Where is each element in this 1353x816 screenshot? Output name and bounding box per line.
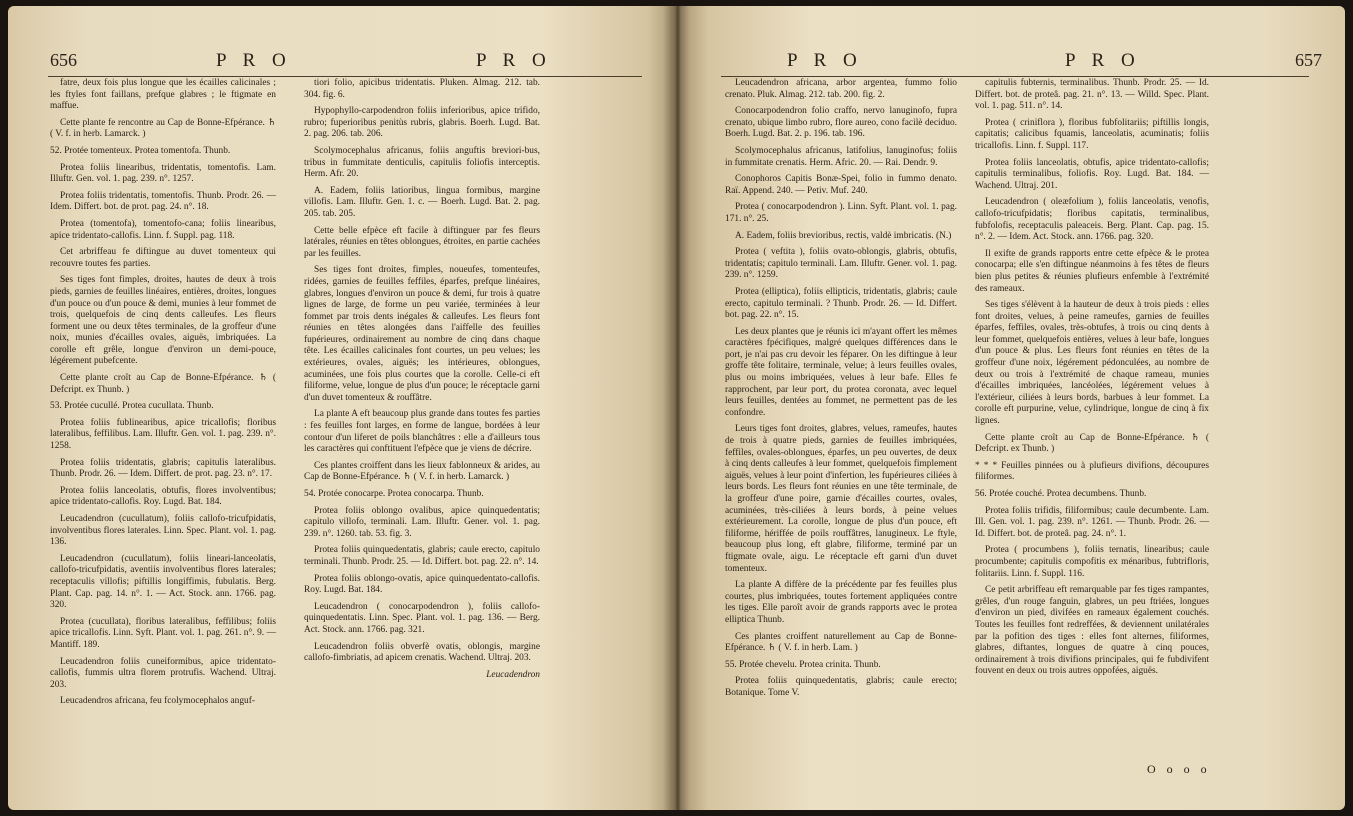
- paragraph: fatre, deux fois plus longue que les écailles calicinales ; les ftyles font faillans, prefque glabres ; le ftigmate en maffue.: [50, 78, 276, 112]
- paragraph: 56. Protée couché. Protea decumbens. Thunb.: [975, 489, 1147, 499]
- paragraph: Les deux plantes que je réunis ici m'ayant offert les mêmes caractères fpécifiques, malgré quelques différences dans le port, je n'ai pas cru devoir les féparer. On les diftingue à leur groffe tête folitaire, terminale, velue; à leurs feuilles ovales, plus ou moins imbriquées, velues à leur bafe. Elles fe rapprochent, par leur port, du protea coronata, avec lequel leurs feuilles, dentées au fommet, ne permettent pas de les confondre.: [725, 326, 957, 418]
- paragraph: Ses tiges s'élèvent à la hauteur de deux à trois pieds : elles font droites, velues, à peine rameufes, garnies de feuilles éparfes, feffiles, ovales, très-obtufes, à trois ou cinq dents à leur fommet, quelquefois entières, velues à leur bafe, longues d'un pouce & plus. Les fleurs font réunies en têtes de la groffeur d'une noix, légérement pédonculées, au nombre de deux ou trois à l'extrémité de chaque rameau, munies d'écailles imbriquées, lancéolées, légérement velues à l'extérieur, ciliées à leurs bords, barbues à leur fommet. La corolle eft purpurine, velue, cylindrique, longue de cinq à fix lignes.: [975, 300, 1209, 427]
- paragraph: Ces plantes croiffent naturellement au Cap de Bonne-Efpérance. ♄ ( V. f. in herb. Lam. ): [725, 631, 957, 654]
- paragraph: Protea (cucullata), floribus lateralibus, feffilibus; foliis apice tricallofis. Linn. Syft. Plant. vol. 1. pag. 261. n°. 9. — Mantiff. 189.: [50, 616, 276, 650]
- paragraph: Cette plante croît au Cap de Bonne-Efpérance. ♄ ( Defcript. ex Thunb. ): [50, 373, 276, 395]
- signature-mark: O o o o: [1147, 762, 1211, 776]
- paragraph: Protea foliis oblongo-ovatis, apice quinquedentato-callofis. Roy. Lugd. Bat. 184.: [304, 573, 540, 596]
- paragraph: A. Eadem, foliis brevioribus, rectis, valdè imbricatis. (N.): [735, 230, 952, 241]
- paragraph: Protea ( veftita ), foliis ovato-oblongis, glabris, obtufis, tridentatis; capitulo terminali. Lam. Illuftr. Gener. vol. 1. pag. 239. n°. 1259.: [725, 247, 957, 281]
- text-column-right: [975, 78, 1209, 683]
- paragraph: Ce petit arbriffeau eft remarquable par fes tiges rampantes, grêles, d'un rouge fanguin, glabres, un peu ftriées, longues d'environ un pied, divifées en rameaux également couchés. Toutes les feuilles font redreffées, & deviennent unilatérales par la pofition des tiges : elles font alternes, filiformes, glabres, diftantes, longues de quatre à cinq pouces, ordinairement à trois divifions principales, qui fe fubdivifent fouvent en deux ou trois autres oppofées, aiguës.: [975, 585, 1209, 677]
- left-page: [8, 6, 676, 810]
- paragraph: Protea foliis linearibus, tridentatis, tomentofis. Lam. Illuftr. Gen. vol. 1. pag. 239. n°. 1257.: [50, 162, 276, 185]
- page-number: 656: [50, 50, 77, 70]
- header-rule: [721, 76, 1309, 77]
- paragraph: Cette plante fe rencontre au Cap de Bonne-Efpérance. ♄ ( V. f. in herb. Lamarck. ): [50, 117, 276, 140]
- paragraph: A. Eadem, foliis latioribus, lingua formibus, margine villofis. Lam. Illuftr. Gen. 1. c. — Boerh. Lugd. Bat. 2. pag. 205. tab. 205.: [304, 185, 540, 219]
- text-column-left: [725, 78, 957, 705]
- paragraph: * * * Feuilles pinnées ou à plufieurs divifions, découpures filiformes.: [975, 460, 1209, 483]
- paragraph: Leucadendron ( oleæfolium ), foliis lanceolatis, venofis, callofo-tricufpidatis; floribus capitatis, terminalibus, fubfolofis, receptaculis paleaceis. Berg. Plant. Cap. pag. 15. n°. 2. — Idem. Act. Stock. ann. 1766. pag. 320.: [975, 197, 1209, 243]
- paragraph: 54. Protée conocarpe. Protea conocarpa. Thunb.: [304, 489, 484, 499]
- paragraph: Protea foliis lanceolatis, obtufis, apice tridentato-callofis; capitulis terminalibus, foliofis. Roy. Lugd. Bat. 184. — Wachend. Ultraj. 201.: [975, 157, 1209, 191]
- right-page: [677, 6, 1345, 810]
- paragraph: Hypophyllo-carpodendron foliis inferioribus, apice trifido, rubro; fuperioribus penitùs rubris, glabris. Boerh. Lugd. Bat. 2. pag. 206. tab. 206.: [304, 106, 540, 140]
- paragraph: Conocarpodendron folio craffo, nervo lanuginofo, fupra crenato, ubique limbo rubro, flore aureo, cono facilè deciduo. Boerh. Lugd. Bat. 2. p. 196. tab. 196.: [725, 106, 957, 140]
- paragraph: Leucadendron africana, arbor argentea, fummo folio crenato. Pluk. Almag. 212. tab. 200. fig. 2.: [725, 78, 957, 100]
- paragraph: 55. Protée chevelu. Protea crinita. Thunb.: [725, 659, 881, 670]
- paragraph: Protea foliis tridentatis, tomentofis. Thunb. Prodr. 26. — Idem. Differt. bot. de prot. pag. 24. n°. 18.: [50, 190, 276, 213]
- paragraph: Scolymocephalus africanus, latifolius, lanuginofus; foliis in fummitate crenatis. Herm. Afric. 20. — Rai. Dendr. 9.: [725, 145, 957, 168]
- book-spread: [8, 6, 1345, 810]
- paragraph: Scolymocephalus africanus, foliis anguftis breviori-bus, tribus in fummitate denticulis, capitulis foliofis interceptis. Herm. Afr. 20.: [304, 145, 540, 180]
- paragraph: Protea ( conocarpodendron ). Linn. Syft. Plant. vol. 1. pag. 171. n°. 25.: [725, 202, 957, 224]
- paragraph: Leucadendron foliis cuneiformibus, apice tridentato-callofis, fummis ultra florem protrufis. Wachend. Ultraj. 203.: [50, 656, 276, 690]
- paragraph: tiori folio, apicibus tridentatis. Pluken. Almag. 212. tab. 304. fig. 6.: [304, 78, 540, 100]
- paragraph: Leurs tiges font droites, glabres, velues, rameufes, hautes de trois à quatre pieds, garnies de feuilles imbriquées, feffiles, ovales-oblongues, éparfes, un peu ouvertes, de deux à cinq dents calleufes à leur fommet, quelquefois fimplement aiguës, velues à leur point d'infertion, les fupérieures ciliées à leurs bords. Les fleurs font réunies en une tête terminale, de la groffeur d'une poire, garnie d'écailles courtes, ovales, acuminées, très-ciliées à leurs bords, à peine velues extérieurement. La corolle, longue de plus d'un pouce, eft filiforme, hériffée de poils rouffâtres, lanugineux. Le ftyle, beaucoup plus long, eft glabre, filiforme, terminé par un ftigmate ovale, aigu. Le réceptacle eft garni d'un duvet tomenteux.: [725, 424, 957, 574]
- paragraph: La plante A eft beaucoup plus grande dans toutes fes parties : fes feuilles font larges, en forme de langue, bordées à leur contour d'un liferet de poils blanchâtres : elle a d'ailleurs tous les caractères qui conftituent l'efpèce que je viens de décrire.: [304, 409, 540, 455]
- paragraph: 52. Protée tomenteux. Protea tomentofa. Thunb.: [50, 145, 231, 156]
- running-head: P R O: [787, 50, 863, 71]
- paragraph: Conophoros Capitis Bonæ-Spei, folio in fummo denato. Raï. Append. 240. — Petiv. Muf. 240.: [725, 174, 957, 196]
- paragraph: Protea (elliptica), foliis ellipticis, tridentatis, glabris; caule erecto, capitulo terminali. ? Thunb. Prodr. 26. — Id. Differt. bot. pag. 22. n°. 15.: [725, 286, 957, 321]
- paragraph: Leucadendron ( conocarpodendron ), foliis callofo-quinquedentatis. Linn. Spec. Plant. vol. 1. pag. 136. — Berg. Act. Stock. ann. 1766. pag. 321.: [304, 601, 540, 635]
- paragraph: La plante A diffère de la précédente par fes feuilles plus courtes, plus imbriquées, toutes fortement appliquées contre les tiges. Elle paroît avoir de grands rapports avec le protea elliptica Thunb.: [725, 580, 957, 625]
- paragraph: Protea ( procumbens ), foliis ternatis, linearibus; caule procumbente; capitulis compofitis ex ménaribus, fubtrifloris, folitariis. Linn. f. Suppl. 116.: [975, 545, 1209, 579]
- paragraph: Il exifte de grands rapports entre cette efpèce & le protea conocarpa; elle s'en diftingue néanmoins à fes têtes de fleurs bien plus petites & réunies plufieurs enfemble à l'extrémité des rameaux.: [975, 248, 1209, 294]
- running-head: P R O: [216, 50, 292, 71]
- paragraph: Leucadendros africana, feu fcolymocephalos anguf-: [60, 696, 255, 707]
- paragraph: Cette plante croît au Cap de Bonne-Efpérance. ♄ ( Defcript. ex Thunb. ): [975, 432, 1209, 455]
- page-number: 657: [1295, 50, 1322, 70]
- paragraph: Ces plantes croiffent dans les lieux fablonneux & arides, au Cap de Bonne-Efpérance. ♄ ( V. f. in herb. Lamarck. ): [304, 460, 540, 483]
- paragraph: Protea ( criniflora ), floribus fubfolitariis; piftillis longis, capitatis; calicibus fquamis, lanceolatis, acuminatis; foliis tricallofis. Linn. f. Suppl. 117.: [975, 117, 1209, 151]
- text-column-right: [304, 78, 540, 686]
- paragraph: Ses tiges font fimples, droites, hautes de deux à trois pieds, garnies de feuilles linéaires, entières, droites, longues d'un pouce ou d'un pouce & demi, munies à leur fommet de trois, quelquefois de cinq dents calleufes. Les fleurs forment une ou deux têtes terminales, de la groffeur d'une noix, munies d'écailles ovales, aiguës, imbriquées. La corolle eft grêle, longue d'environ un demi-pouce, légérement pubefcente.: [50, 275, 276, 367]
- running-head: P R O: [1065, 50, 1141, 71]
- header-rule: [48, 76, 642, 77]
- paragraph: Protea foliis quinquedentatis, glabris; caule erecto, capitulo terminali. Thunb. Prodr. 25. — Id. Differt. bot. pag. 22. n°. 14.: [304, 545, 540, 567]
- paragraph: Leucadendron (cucullatum), foliis callofo-tricufpidatis, involventibus flores laterales. Linn. Spec. Plant. vol. 1. pag. 136.: [50, 514, 276, 548]
- paragraph: Protea foliis lanceolatis, obtufis, flores involventibus; apice tridentato-callofis. Roy. Lugd. Bat. 184.: [50, 485, 276, 508]
- running-head: P R O: [476, 50, 552, 71]
- paragraph: Protea foliis tridentatis, glabris; capitulis lateralibus. Thunb. Prodr. 26. — Idem. Differt. de prot. pag. 23. n°. 17.: [50, 457, 276, 480]
- paragraph: Protea foliis oblongo ovalibus, apice quinquedentatis; capitulo villofo, terminali. Lam. Illuftr. Gener. vol. 1. pag. 239. n°. 1260. tab. 53. fig. 3.: [304, 505, 540, 539]
- text-column-left: [50, 78, 276, 713]
- paragraph: Leucadendron (cucullatum), foliis lineari-lanceolatis, callofo-tricufpidatis, aventiis involventibus flores laterales; receptaculis villofis; piftillis longiffimis, fubulatis. Berg. Plant. Cap. pag. 14. n°. 1. — Act. Stock. ann. 1766. pag. 320.: [50, 553, 276, 611]
- paragraph: Protea (tomentofa), tomentofo-cana; foliis linearibus, apice tridentato-callofis. Linn. f. Suppl. pag. 118.: [50, 218, 276, 241]
- paragraph: Leucadendron foliis obverfè ovatis, oblongis, margine callofo-fimbriatis, ad apicem crenatis. Wachend. Ultraj. 203.: [304, 641, 540, 664]
- paragraph: capitulis fubternis, terminalibus. Thunb. Prodr. 25. — Id. Differt. bot. de proteâ. pag. 21. n°. 13. — Willd. Spec. Plant. vol. 1. pag. 511. n°. 14.: [975, 78, 1209, 112]
- paragraph: Leucadendron: [486, 669, 540, 680]
- paragraph: Protea foliis quinquedentatis, glabris; caule erecto; Botanique. Tome V.: [725, 676, 957, 698]
- paragraph: Protea foliis trifidis, filiformibus; caule decumbente. Lam. Ill. Gen. vol. 1. pag. 239. n°. 1261. — Thunb. Prodr. 26. — Id. Differt. bot. de proteâ. pag. 24. n°. 1.: [975, 505, 1209, 539]
- paragraph: Ses tiges font droites, fimples, noueufes, tomenteufes, ridées, garnies de feuilles feffiles, éparfes, prefque linéaires, glabres, longues d'environ un pouce & demi, fur trois à quatre lignes de large, de forme un peu variée, terminées à leur fommet par trois dents inégales & calleufes. Les fleurs font réunies en têtes alongées dans l'aiffelle des feuilles fupérieures, ordinairement au nombre de cinq dans chaque tête. Les écailles calicinales font courtes, un peu velues; les extérieures, ovales, aiguës; les intérieures, oblongues, acuminées, une fois plus courtes que la corolle. Celle-ci eft filiforme, velue, longue de plus d'un pouce; le réceptacle garni d'un duvet tomenteux & rouffâtre.: [304, 265, 540, 403]
- paragraph: Cet arbriffeau fe diftingue au duvet tomenteux qui recouvre toutes fes parties.: [50, 247, 276, 269]
- paragraph: 53. Protée cucullé. Protea cucullata. Thunb.: [50, 401, 214, 412]
- paragraph: Cette belle efpèce eft facile à diftinguer par fes fleurs latérales, réunies en têtes oblongues, étroites, en partie cachées par les feuilles.: [304, 225, 540, 259]
- paragraph: Protea foliis fublinearibus, apice tricallofis; floribus lateralibus, feffilibus. Lam. Illuftr. Gen. vol. 1. pag. 239. n°. 1258.: [50, 417, 276, 452]
